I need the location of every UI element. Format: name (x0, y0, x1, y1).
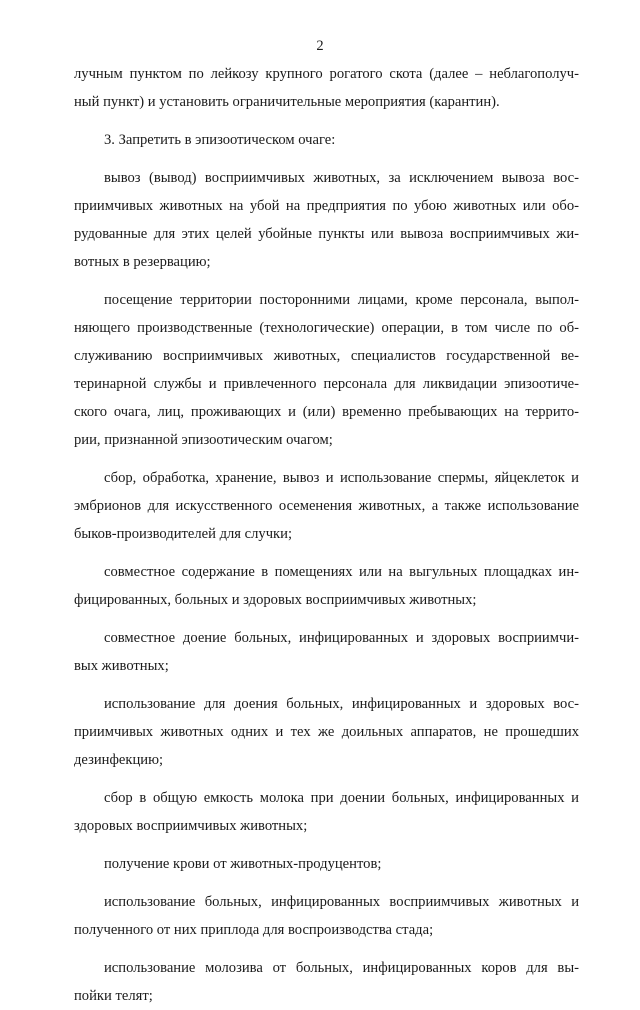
paragraph-p10 (74, 888, 579, 944)
text-line: совместное доение больных, инфицированных и здоровых восприимчи- (104, 630, 579, 646)
text-line: вотных в резервацию; (74, 254, 211, 270)
paragraph-gap (74, 548, 579, 558)
paragraph-p7 (74, 690, 579, 774)
text-line: 3. Запретить в эпизоотическом очаге: (104, 132, 336, 148)
text-line: здоровых восприимчивых животных; (74, 818, 308, 834)
text-line: совместное содержание в помещениях или на выгульных площадках ин- (104, 564, 579, 580)
text-line: теринарной службы и привлеченного персонала для ликвидации эпизоотиче- (74, 376, 579, 392)
paragraph-p3 (74, 286, 579, 454)
text-line: ского очага, лиц, проживающих и (или) временно пребывающих на террито- (74, 404, 579, 420)
paragraph-p5 (74, 558, 579, 614)
paragraph-p1 (74, 126, 579, 154)
paragraph-gap (74, 680, 579, 690)
text-line: получение крови от животных-продуцентов; (104, 856, 382, 872)
text-line: вых животных; (74, 658, 169, 674)
text-line: посещение территории посторонними лицами, кроме персонала, выпол- (104, 292, 579, 308)
paragraph-p2 (74, 164, 579, 276)
paragraph-gap (74, 944, 579, 954)
text-line: эмбрионов для искусственного осеменения животных, а также использование (74, 498, 579, 514)
text-line: рудованные для этих целей убойные пункты или вывоза восприимчивых жи- (74, 226, 579, 242)
text-line: использование больных, инфицированных восприимчивых животных и (104, 894, 579, 910)
paragraph-p4 (74, 464, 579, 548)
text-line: полученного от них приплода для воспроизводства стада; (74, 922, 434, 938)
paragraph-gap (74, 774, 579, 784)
text-line: служиванию восприимчивых животных, специалистов государственной ве- (74, 348, 579, 364)
paragraph-gap (74, 614, 579, 624)
paragraph-p9 (74, 850, 579, 878)
paragraph-gap (74, 840, 579, 850)
text-line: пойки телят; (74, 988, 153, 1004)
paragraph-gap (74, 116, 579, 126)
text-line: быков-производителей для случки; (74, 526, 293, 542)
text-line: рии, признанной эпизоотическим очагом; (74, 432, 333, 448)
text-line: использование молозива от больных, инфицированных коров для вы- (104, 960, 579, 976)
paragraph-p11 (74, 954, 579, 1010)
paragraph-p8 (74, 784, 579, 840)
text-line: использование для доения больных, инфицированных и здоровых вос- (104, 696, 579, 712)
text-line: сбор в общую емкость молока при доении больных, инфицированных и (104, 790, 579, 806)
text-line: ный пункт) и установить ограничительные мероприятия (карантин). (74, 94, 500, 110)
paragraph-gap (74, 878, 579, 888)
paragraph-p0 (74, 60, 579, 116)
paragraph-gap (74, 154, 579, 164)
text-line: сбор, обработка, хранение, вывоз и использование спермы, яйцеклеток и (104, 470, 579, 486)
document-body (74, 60, 579, 1010)
text-line: лучным пунктом по лейкозу крупного рогатого скота (далее – неблагополуч- (74, 66, 579, 82)
text-line: дезинфекцию; (74, 752, 164, 768)
text-line: приимчивых животных одних и тех же доильных аппаратов, не прошедших (74, 724, 579, 740)
text-line: фицированных, больных и здоровых восприимчивых животных; (74, 592, 477, 608)
paragraph-p6 (74, 624, 579, 680)
paragraph-gap (74, 276, 579, 286)
text-line: няющего производственные (технологические) операции, в том числе по об- (74, 320, 579, 336)
paragraph-gap (74, 454, 579, 464)
page-number: 2 (316, 38, 324, 54)
text-line: вывоз (вывод) восприимчивых животных, за исключением вывоза вос- (104, 170, 579, 186)
text-line: приимчивых животных на убой на предприятия по убою животных или обо- (74, 198, 579, 214)
